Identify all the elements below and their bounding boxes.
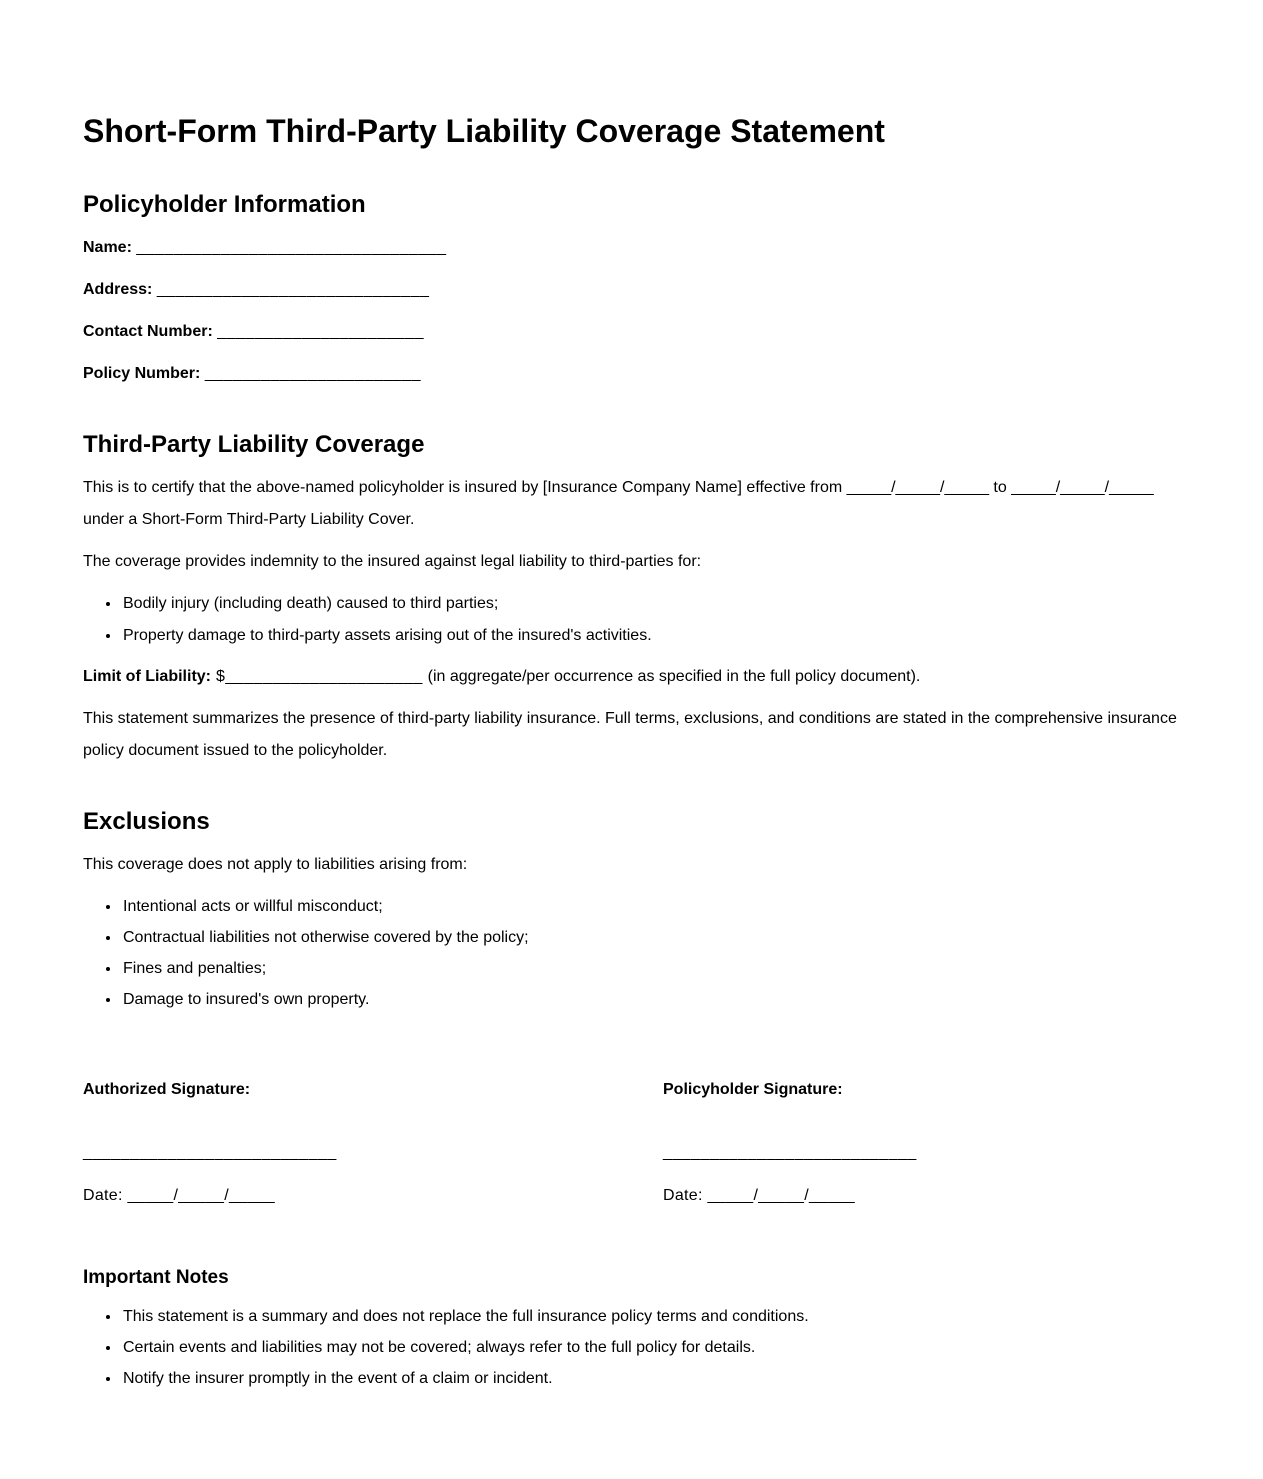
coverage-certify-paragraph: This is to certify that the above-named policyholder is insured by [Insurance Company Name] effective from _____/_____/_____ to _____/_____/_____ under a Short-Form Third-Party Liability Cover. bbox=[83, 479, 1154, 529]
limit-of-liability-rest: (in aggregate/per occurrence as specified in the full policy document). bbox=[427, 667, 921, 685]
field-contact-number-label: Contact Number: bbox=[83, 323, 213, 341]
limit-of-liability-blank: $_____________________ bbox=[211, 667, 428, 685]
section-heading-exclusions: Exclusions bbox=[83, 807, 210, 835]
field-name-blank: _________________________________ bbox=[136, 239, 447, 257]
document-title: Short-Form Third-Party Liability Coverage Statement bbox=[83, 113, 885, 149]
field-name bbox=[83, 232, 1180, 264]
exclusions-bullet-list bbox=[83, 891, 1180, 1016]
signature-block bbox=[83, 1078, 1180, 1208]
authorized-signature-label: Authorized Signature: bbox=[83, 1080, 251, 1098]
section-heading-important-notes: Important Notes bbox=[83, 1266, 229, 1288]
coverage-bullet-bodily-injury: • Bodily injury (including death) caused to third parties; bbox=[121, 588, 1180, 619]
section-heading-policyholder-information: Policyholder Information bbox=[83, 191, 366, 219]
authorized-signature-date: Date: _____/_____/_____ bbox=[83, 1186, 275, 1204]
policyholder-signature-line: ___________________________ bbox=[663, 1143, 917, 1161]
important-notes-bullet-list bbox=[83, 1301, 1180, 1395]
authorized-signature-line: ___________________________ bbox=[83, 1143, 337, 1161]
field-address-label: Address: bbox=[83, 281, 153, 299]
limit-of-liability-label: Limit of Liability: bbox=[83, 667, 211, 685]
field-contact-number bbox=[83, 316, 1180, 348]
section-heading-coverage: Third-Party Liability Coverage bbox=[83, 431, 425, 459]
policyholder-signature-label: Policyholder Signature: bbox=[663, 1080, 843, 1098]
field-address-blank: _____________________________ bbox=[156, 281, 430, 299]
field-policy-number-blank: _______________________ bbox=[204, 365, 421, 383]
coverage-provides-paragraph: The coverage provides indemnity to the insured against legal liability to third-parties for: bbox=[83, 553, 702, 571]
exclusion-bullet-contractual-liabilities: • Contractual liabilities not otherwise covered by the policy; bbox=[121, 922, 1180, 953]
field-name-label: Name: bbox=[83, 239, 132, 257]
authorized-signature-column bbox=[83, 1078, 663, 1208]
coverage-summary-paragraph: This statement summarizes the presence of third-party liability insurance. Full terms, exclusions, and conditions are stated in the comprehensive insurance policy document issued to the policyholder. bbox=[83, 709, 1177, 759]
exclusion-bullet-intentional-acts: • Intentional acts or willful misconduct; bbox=[121, 891, 1180, 922]
limit-of-liability-paragraph bbox=[83, 661, 1180, 693]
field-policy-number bbox=[83, 358, 1180, 390]
field-policy-number-label: Policy Number: bbox=[83, 365, 201, 383]
policyholder-signature-column bbox=[663, 1078, 1243, 1208]
policyholder-signature-date: Date: _____/_____/_____ bbox=[663, 1186, 855, 1204]
note-bullet-coverage-limits: • Certain events and liabilities may not be covered; always refer to the full policy for details. bbox=[121, 1332, 1180, 1363]
exclusions-intro-paragraph: This coverage does not apply to liabilities arising from: bbox=[83, 855, 468, 873]
exclusion-bullet-fines-penalties: • Fines and penalties; bbox=[121, 953, 1180, 984]
field-address bbox=[83, 274, 1180, 306]
coverage-bullet-list bbox=[83, 588, 1180, 650]
note-bullet-summary: • This statement is a summary and does not replace the full insurance policy terms and conditions. bbox=[121, 1301, 1180, 1332]
exclusion-bullet-own-property: • Damage to insured's own property. bbox=[121, 984, 1180, 1015]
coverage-bullet-property-damage: • Property damage to third-party assets arising out of the insured's activities. bbox=[121, 620, 1180, 651]
note-bullet-notify-insurer: • Notify the insurer promptly in the event of a claim or incident. bbox=[121, 1363, 1180, 1394]
important-notes-section bbox=[83, 1266, 1180, 1394]
field-contact-number-blank: ______________________ bbox=[217, 323, 424, 341]
